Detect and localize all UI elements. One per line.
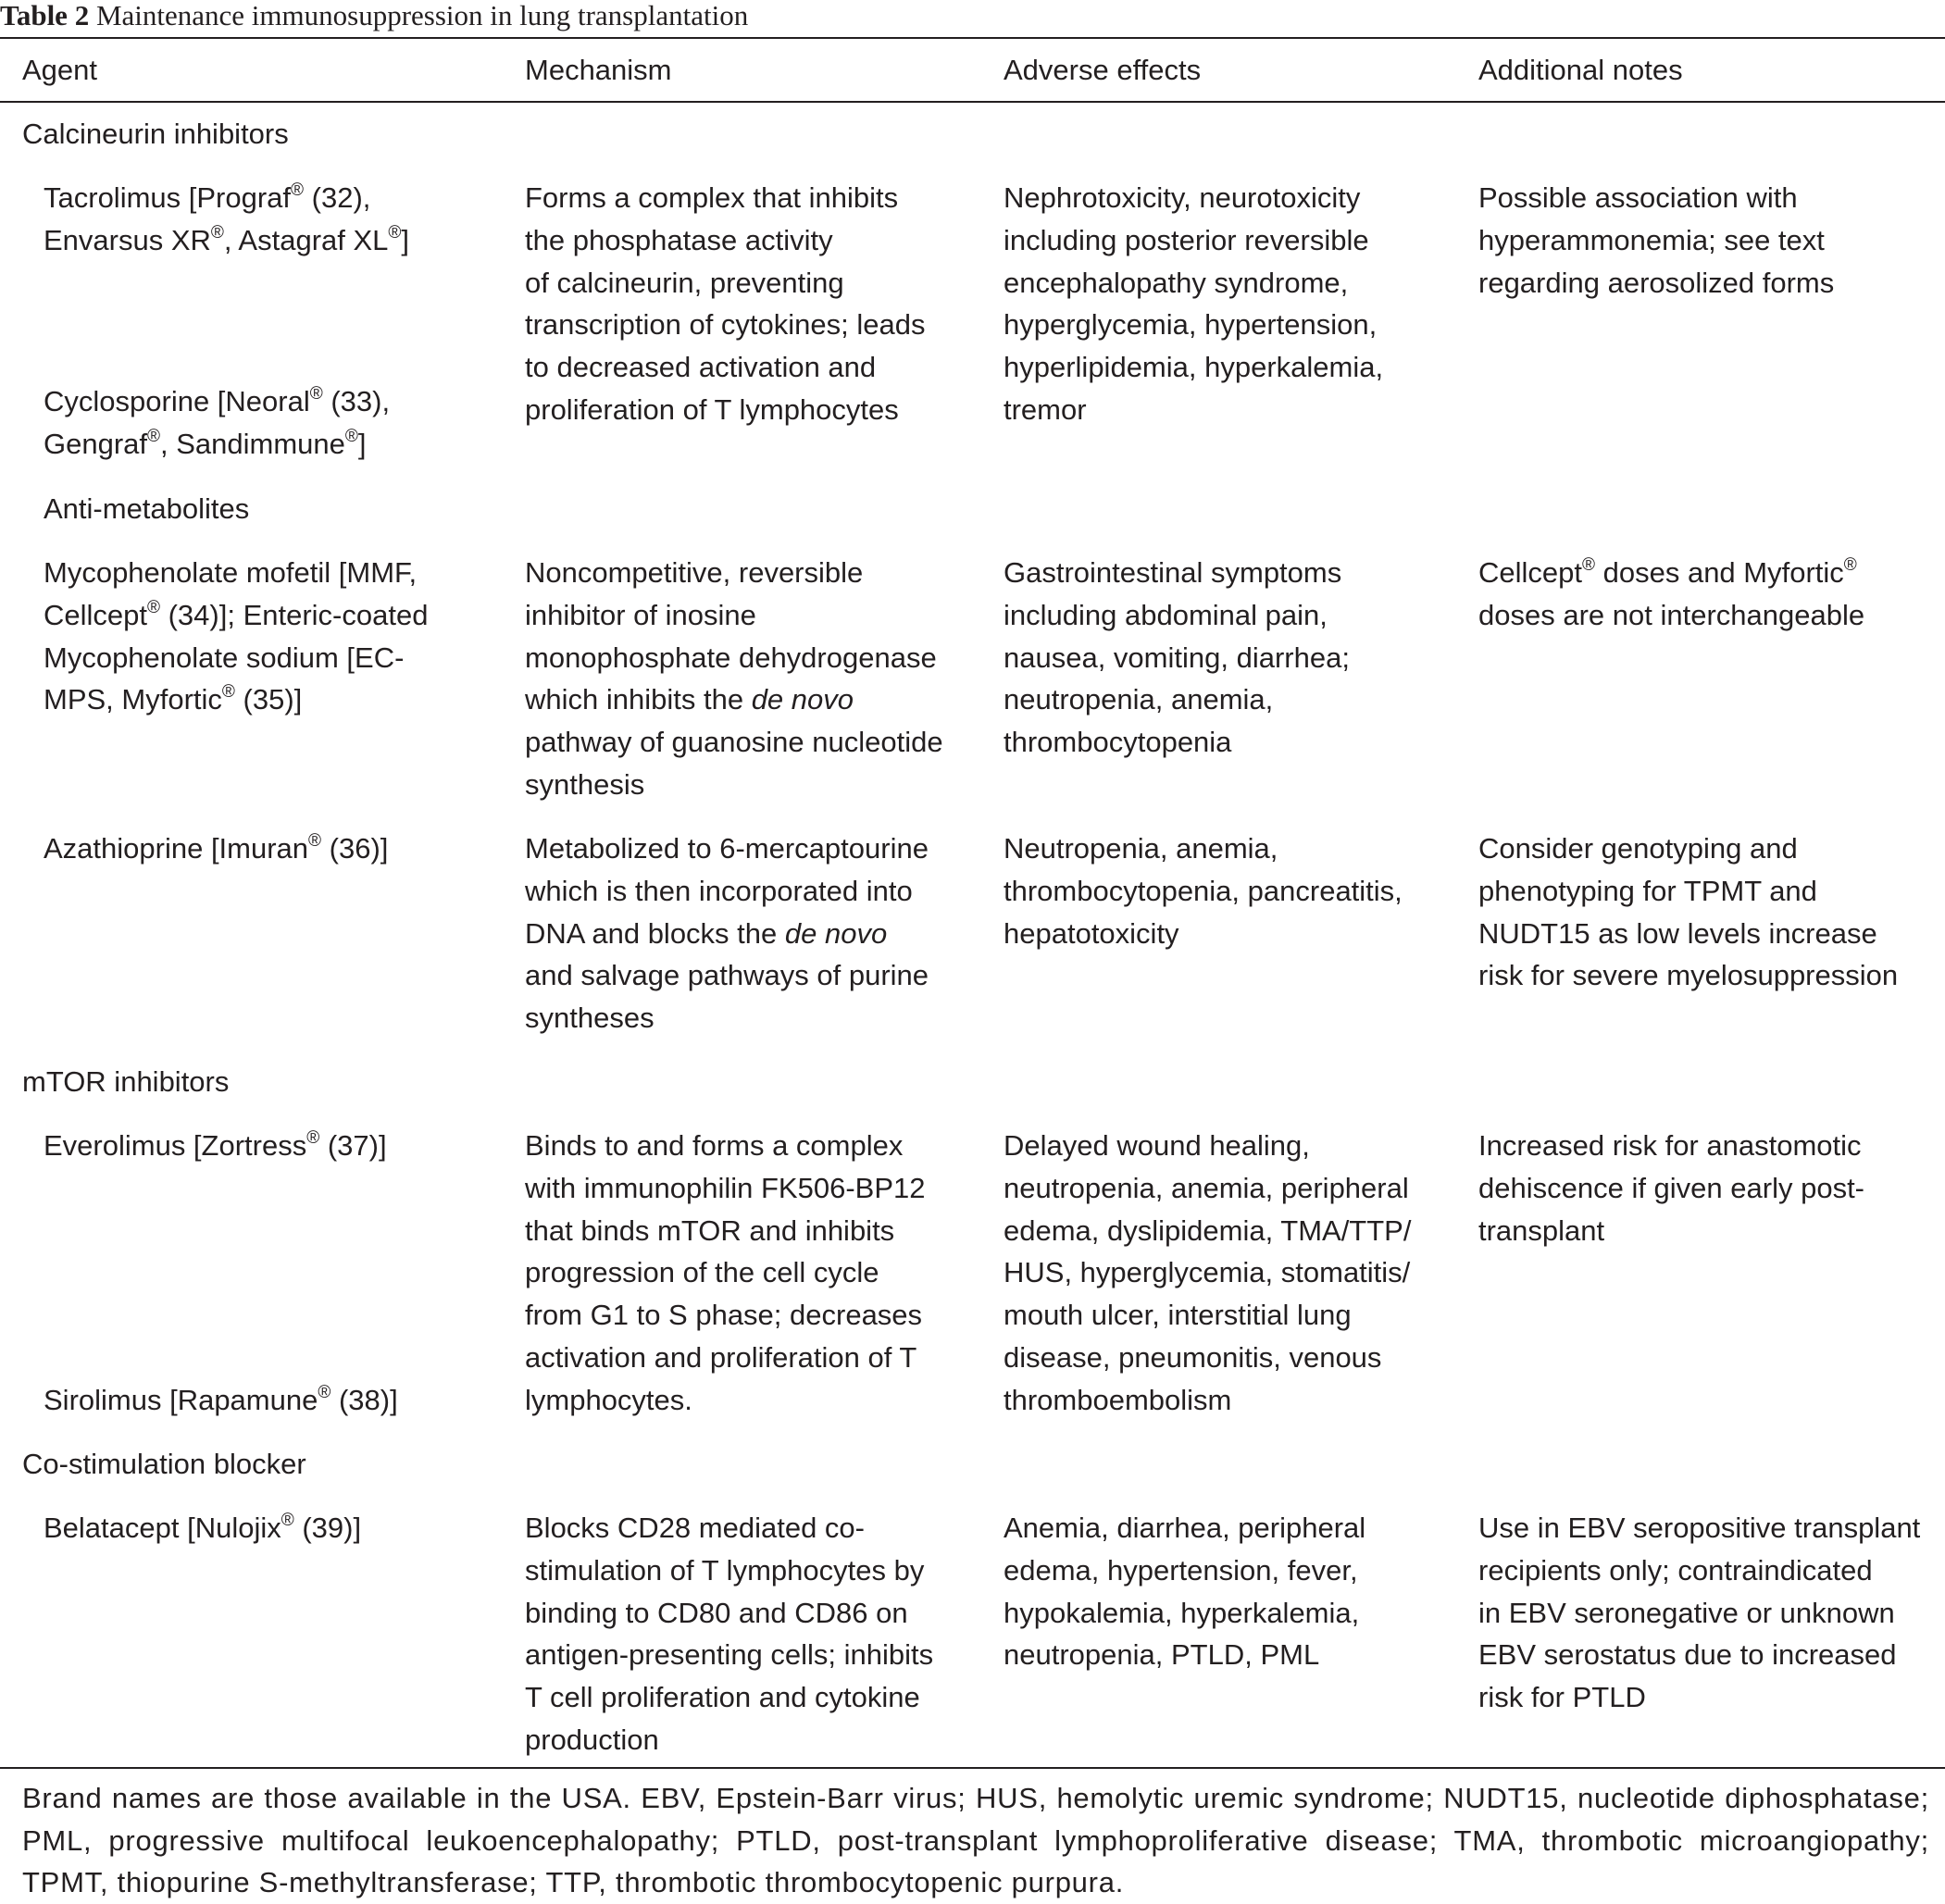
adverse-effects-cell: Gastrointestinal symptoms including abdominal pain, nausea, vomiting, diarrhea; neutropenia, anemia, thrombocytopenia — [1004, 556, 1350, 759]
header-agent: Agent — [22, 54, 98, 86]
notes-cell: Increased risk for anastomotic dehiscence if given early post- transplant — [1478, 1129, 1865, 1247]
header-adverse-effects: Adverse effects — [1004, 54, 1202, 86]
mechanism-cell: Blocks CD28 mediated co- stimulation of T lymphocytes by binding to CD80 and CD86 on antigen-presenting cells; inhibits T cell proliferation and cytokine production — [525, 1512, 934, 1756]
bottom-rule — [0, 1767, 1945, 1769]
group-label: Anti-metabolites — [44, 492, 250, 525]
header-mechanism: Mechanism — [525, 54, 672, 86]
mechanism-cell: Metabolized to 6-mercaptourine which is then incorporated into DNA and blocks the de novo and salvage pathways of purine syntheses — [525, 832, 929, 1035]
adverse-effects-cell: Delayed wound healing, neutropenia, anemia, peripheral edema, dyslipidemia, TMA/TTP/ HUS, hyperglycemia, stomatitis/ mouth ulcer, interstitial lung disease, pneumonitis, venous thromboembolism — [1004, 1129, 1412, 1416]
table-footnote: Brand names are those available in the USA. EBV, Epstein-Barr virus; HUS, hemolytic uremic syndrome; NUDT15, nucleotide diphosphatase; PML, progressive multifocal leukoencephalopathy; PTLD, post-transplant lymphoproliferative disease; TMA, thrombotic microangiopathy; TPMT, thiopurine S-methyltransferase; TTP, thrombotic thrombocytopenic purpura. — [22, 1782, 1929, 1898]
agent-cell: Belatacept [Nulojix® (39)] — [44, 1511, 362, 1544]
table-caption-text: Maintenance immunosuppression in lung transplantation — [95, 0, 749, 31]
notes-cell: Consider genotyping and phenotyping for TPMT and NUDT15 as low levels increase risk for severe myelosuppression — [1478, 832, 1899, 992]
table-caption — [0, 0, 748, 31]
agent-cell — [44, 380, 506, 466]
header-rule — [0, 101, 1945, 103]
agent-cell: Azathioprine [Imuran® (36)] — [44, 831, 389, 865]
group-label: Co-stimulation blocker — [22, 1448, 306, 1480]
agent-cell: Mycophenolate mofetil [MMF, Cellcept® (34)]; Enteric-coated Mycophenolate sodium [EC- MPS, Myfortic® (35)] — [44, 556, 429, 716]
adverse-effects-cell: Anemia, diarrhea, peripheral edema, hypertension, fever, hypokalemia, hyperkalemia, neutropenia, PTLD, PML — [1004, 1512, 1366, 1672]
agent-cell: Sirolimus [Rapamune® (38)] — [44, 1383, 398, 1416]
mechanism-cell: Forms a complex that inhibits the phosphatase activity of calcineurin, preventing transcription of cytokines; leads to decreased activation and proliferation of T lymphocytes — [525, 181, 926, 426]
table-caption-label: Table 2 — [0, 0, 90, 31]
mechanism-cell: Binds to and forms a complex with immunophilin FK506-BP12 that binds mTOR and inhibits progression of the cell cycle from G1 to S phase; decreases activation and proliferation of T lymphocytes. — [525, 1129, 926, 1416]
adverse-effects-cell: Nephrotoxicity, neurotoxicity including posterior reversible encephalopathy syndrome, hyperglycemia, hypertension, hyperlipidemia, hyperkalemia, tremor — [1004, 181, 1384, 426]
notes-cell: Cellcept® doses and Myfortic® doses are not interchangeable — [1478, 555, 1865, 631]
notes-cell: Use in EBV seropositive transplant recipients only; contraindicated in EBV seronegative or unknown EBV serostatus due to increased risk for PTLD — [1478, 1512, 1921, 1714]
group-label: mTOR inhibitors — [22, 1065, 230, 1098]
agent-cell: Everolimus [Zortress® (37)] — [44, 1128, 387, 1162]
mechanism-cell: Noncompetitive, reversible inhibitor of inosine monophosphate dehydrogenase which inhibits the de novo pathway of guanosine nucleotide synthesis — [525, 556, 943, 801]
adverse-effects-cell: Neutropenia, anemia, thrombocytopenia, pancreatitis, hepatotoxicity — [1004, 832, 1403, 950]
agent-line: Gengraf®, Sandimmune®] — [44, 426, 367, 460]
agent-line: Envarsus XR®, Astagraf XL®] — [44, 222, 410, 256]
header-additional-notes: Additional notes — [1478, 54, 1683, 86]
group-label: Calcineurin inhibitors — [22, 118, 289, 150]
agent-cell — [44, 177, 506, 262]
top-rule — [0, 37, 1945, 39]
agent-line: Cyclosporine [Neoral® (33), — [44, 384, 391, 417]
notes-cell: Possible association with hyperammonemia; see text regarding aerosolized forms — [1478, 181, 1835, 299]
agent-line: Tacrolimus [Prograf® (32), — [44, 180, 371, 214]
